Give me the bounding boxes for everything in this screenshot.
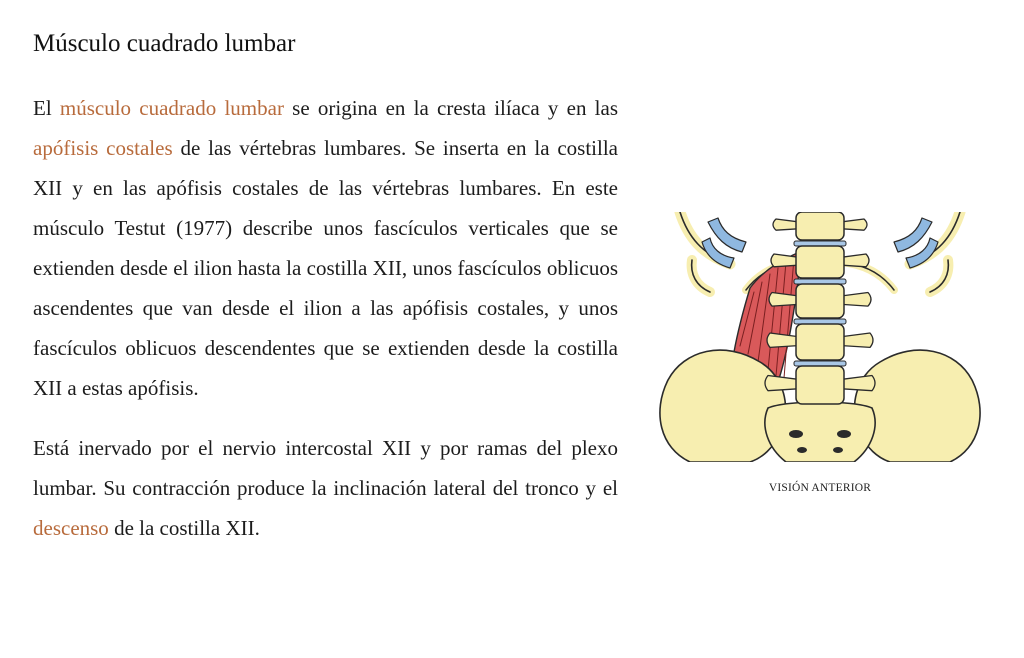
- transverse-process: [842, 254, 869, 267]
- text-segment: se origina en la cresta ilíaca y en las: [283, 96, 618, 120]
- text-segment: de las vértebras lumbares. Se inserta en la costilla XII y en las apófisis costales de las vértebras lumbares. En este músculo Testut (1977) describe unos fascículos verticales que se extienden desde el ilion hasta la costilla XII, unos fascículos oblicuos ascendentes que van desde el ilion a las apófisis costales, y unos fascículos oblicuos descendentes que se extienden desde la costilla XII a estas apófisis.: [33, 136, 618, 400]
- transverse-process: [767, 333, 798, 347]
- link-musculo-cuadrado-lumbar[interactable]: músculo cuadrado lumbar: [59, 96, 284, 120]
- page-title: Músculo cuadrado lumbar: [33, 30, 296, 57]
- iliac-wing-right: [854, 350, 980, 462]
- vertebral-body: [796, 284, 844, 318]
- sacrum: [765, 402, 875, 462]
- sacral-foramen: [837, 430, 851, 438]
- vertebral-body: [796, 212, 844, 240]
- paragraph-origin: [33, 88, 618, 408]
- vertebral-body: [796, 246, 844, 278]
- iliac-wing-left: [660, 350, 786, 462]
- text-segment: de la costilla XII.: [108, 516, 260, 540]
- vertebral-body: [796, 324, 844, 360]
- transverse-process: [842, 219, 867, 230]
- transverse-process: [773, 219, 798, 230]
- vertebral-body: [796, 366, 844, 404]
- transverse-process: [842, 293, 871, 307]
- link-descenso[interactable]: descenso: [33, 516, 109, 540]
- article-body: [33, 88, 618, 548]
- link-apofisis-costales[interactable]: apófisis costales: [33, 136, 173, 160]
- anatomy-illustration: [650, 212, 990, 462]
- sacral-foramen: [789, 430, 803, 438]
- text-segment: El: [33, 96, 60, 120]
- paragraph-innervation: [33, 428, 618, 548]
- figure-caption: VISIÓN ANTERIOR: [768, 482, 872, 494]
- transverse-process: [765, 376, 798, 391]
- sacral-foramen: [833, 447, 843, 453]
- transverse-process: [842, 376, 875, 391]
- text-segment: Está inervado por el nervio intercostal XII y por ramas del plexo lumbar. Su contracción produce la inclinación lateral del tronco y el: [33, 436, 618, 500]
- transverse-process: [842, 333, 873, 347]
- sacral-foramen: [797, 447, 807, 453]
